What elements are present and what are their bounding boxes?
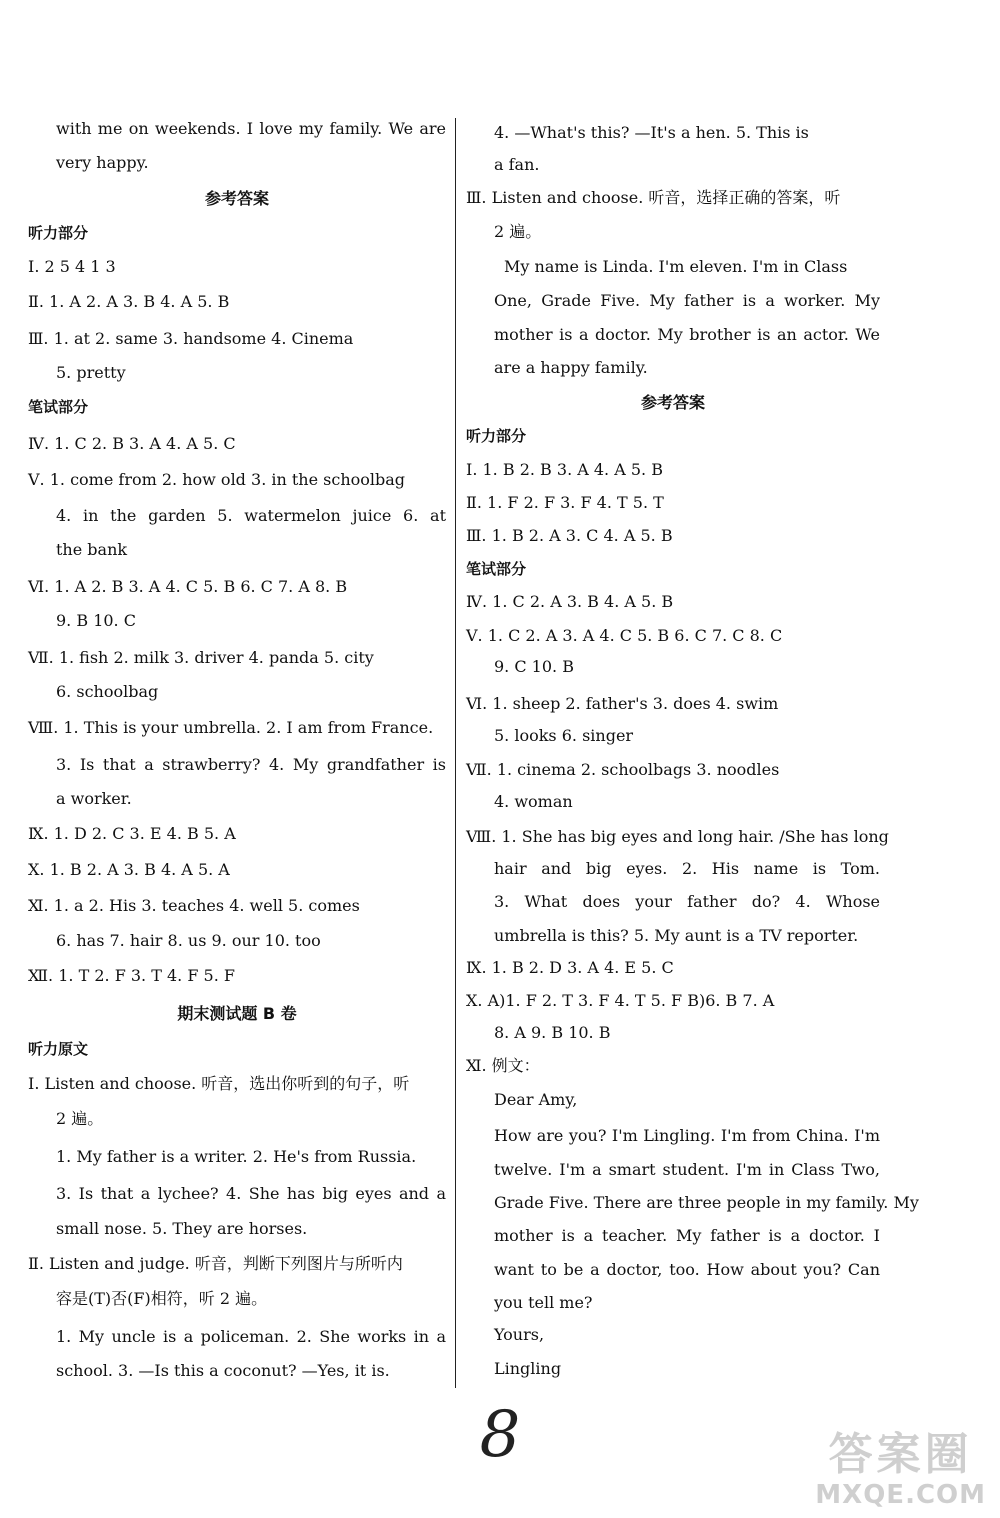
left-column-line: 6. schoolbag (56, 682, 159, 701)
left-column-line: Ⅳ. 1. C 2. B 3. A 4. A 5. C (28, 434, 236, 453)
right-column-line: 笔试部分 (466, 560, 527, 578)
left-column-line: Ⅱ. 1. A 2. A 3. B 4. A 5. B (28, 292, 230, 311)
right-column-line: Yours, (494, 1325, 545, 1344)
right-column-line: a fan. (494, 155, 540, 174)
right-column-line: umbrella is this? 5. My aunt is a TV reporter. (494, 926, 859, 945)
right-column-line: One, Grade Five. My father is a worker. My (494, 291, 880, 310)
left-column-line: 参考答案 (204, 189, 269, 208)
page-number: 8 (479, 1398, 521, 1472)
left-column-line: 听力原文 (28, 1040, 89, 1058)
right-column-line: 8. A 9. B 10. B (494, 1023, 611, 1042)
left-column-line: 4. in the garden 5. watermelon juice 6. at (56, 506, 446, 525)
right-column-line: Ⅴ. 1. C 2. A 3. A 4. C 5. B 6. C 7. C 8. C (466, 626, 783, 645)
left-column-line: 笔试部分 (28, 398, 89, 416)
right-column-line: you tell me? (494, 1293, 593, 1312)
left-column-line: with me on weekends. I love my family. We are (56, 119, 446, 138)
left-column-line: 2 遍。 (56, 1109, 104, 1128)
watermark-url: MXQE.COM (815, 1480, 986, 1510)
left-column-line: Ⅱ. Listen and judge. 听音，判断下列图片与所听内 (28, 1254, 403, 1273)
right-column-line: Ⅲ. Listen and choose. 听音，选择正确的答案，听 (466, 188, 841, 207)
right-column-line: Ⅸ. 1. B 2. D 3. A 4. E 5. C (466, 958, 674, 977)
right-column-line: 4. —What's this? —It's a hen. 5. This is (494, 123, 809, 142)
left-column-line: Ⅰ. Listen and choose. 听音，选出你听到的句子，听 (28, 1074, 410, 1093)
left-column-line: very happy. (56, 153, 149, 172)
left-column-line: 9. B 10. C (56, 611, 136, 630)
left-column-line: Ⅷ. 1. This is your umbrella. 2. I am from France. (28, 718, 434, 737)
right-column-line: 参考答案 (640, 393, 705, 412)
right-column-line: 4. woman (494, 792, 573, 811)
right-column-line: mother is a doctor. My brother is an actor. We (494, 325, 880, 344)
right-column-line: mother is a teacher. My father is a doctor. I (494, 1226, 880, 1245)
right-column-line: How are you? I'm Lingling. I'm from China. I'm (494, 1126, 880, 1145)
left-column-line: Ⅵ. 1. A 2. B 3. A 4. C 5. B 6. C 7. A 8. B (28, 577, 348, 596)
left-column-line: Ⅴ. 1. come from 2. how old 3. in the schoolbag (28, 470, 406, 489)
right-column-line: Ⅷ. 1. She has big eyes and long hair. /She has long (466, 827, 889, 846)
right-column-line: 9. C 10. B (494, 657, 574, 676)
left-column-line: Ⅹ. 1. B 2. A 3. B 4. A 5. A (28, 860, 230, 879)
site-watermark (815, 1430, 986, 1510)
right-column-line: hair and big eyes. 2. His name is Tom. (494, 859, 880, 878)
left-column-line: Ⅺ. 1. a 2. His 3. teaches 4. well 5. comes (28, 896, 360, 915)
left-column-line: 1. My uncle is a policeman. 2. She works in a (56, 1327, 446, 1346)
right-column-line: Ⅵ. 1. sheep 2. father's 3. does 4. swim (466, 694, 779, 713)
right-column-line: Grade Five. There are three people in my family. My (494, 1193, 919, 1212)
left-column-line: 1. My father is a writer. 2. He's from Russia. (56, 1147, 417, 1166)
right-column-line: Ⅺ. 例文： (466, 1056, 540, 1075)
right-column-line: My name is Linda. I'm eleven. I'm in Class (504, 257, 848, 276)
right-column-line: 3. What does your father do? 4. Whose (494, 892, 880, 911)
left-column-line: Ⅰ. 2 5 4 1 3 (28, 257, 116, 276)
left-column-line: 容是(T)否(F)相符，听 2 遍。 (56, 1289, 268, 1308)
right-column-line: Ⅲ. 1. B 2. A 3. C 4. A 5. B (466, 526, 673, 545)
left-column-line: Ⅻ. 1. T 2. F 3. T 4. F 5. F (28, 966, 235, 985)
left-column-line: a worker. (56, 789, 132, 808)
right-column-line: Lingling (494, 1359, 562, 1378)
right-column-line: Ⅱ. 1. F 2. F 3. F 4. T 5. T (466, 493, 664, 512)
left-column-line: 3. Is that a strawberry? 4. My grandfather is (56, 755, 446, 774)
right-column-line: Ⅰ. 1. B 2. B 3. A 4. A 5. B (466, 460, 663, 479)
right-column-line: 2 遍。 (494, 222, 542, 241)
right-column-line: Ⅳ. 1. C 2. A 3. B 4. A 5. B (466, 592, 674, 611)
left-column-line: 6. has 7. hair 8. us 9. our 10. too (56, 931, 321, 950)
left-column-line: Ⅸ. 1. D 2. C 3. E 4. B 5. A (28, 824, 236, 843)
left-column-line: 5. pretty (56, 363, 126, 382)
right-column-line: 5. looks 6. singer (494, 726, 634, 745)
left-column-line: school. 3. —Is this a coconut? —Yes, it is. (56, 1361, 390, 1380)
left-column-line: Ⅶ. 1. fish 2. milk 3. driver 4. panda 5. city (28, 648, 374, 667)
watermark-logo-text: 答案圈 (828, 1429, 973, 1480)
right-column-line: twelve. I'm a smart student. I'm in Class Two, (494, 1160, 880, 1179)
left-column-line: Ⅲ. 1. at 2. same 3. handsome 4. Cinema (28, 329, 354, 348)
left-column-line: small nose. 5. They are horses. (56, 1219, 308, 1238)
right-column-line: want to be a doctor, too. How about you? Can (494, 1260, 880, 1279)
column-divider (455, 118, 456, 1388)
left-column-line: 听力部分 (28, 224, 89, 242)
right-column-line: Dear Amy, (494, 1090, 578, 1109)
left-column-line: the bank (56, 540, 128, 559)
left-column-line: 期末测试题 B 卷 (177, 1004, 297, 1023)
right-column-line: are a happy family. (494, 358, 648, 377)
right-column-line: 听力部分 (466, 427, 527, 445)
left-column-line: 3. Is that a lychee? 4. She has big eyes and a (56, 1184, 446, 1203)
right-column-line: Ⅹ. A)1. F 2. T 3. F 4. T 5. F B)6. B 7. A (466, 991, 775, 1010)
right-column-line: Ⅶ. 1. cinema 2. schoolbags 3. noodles (466, 760, 780, 779)
